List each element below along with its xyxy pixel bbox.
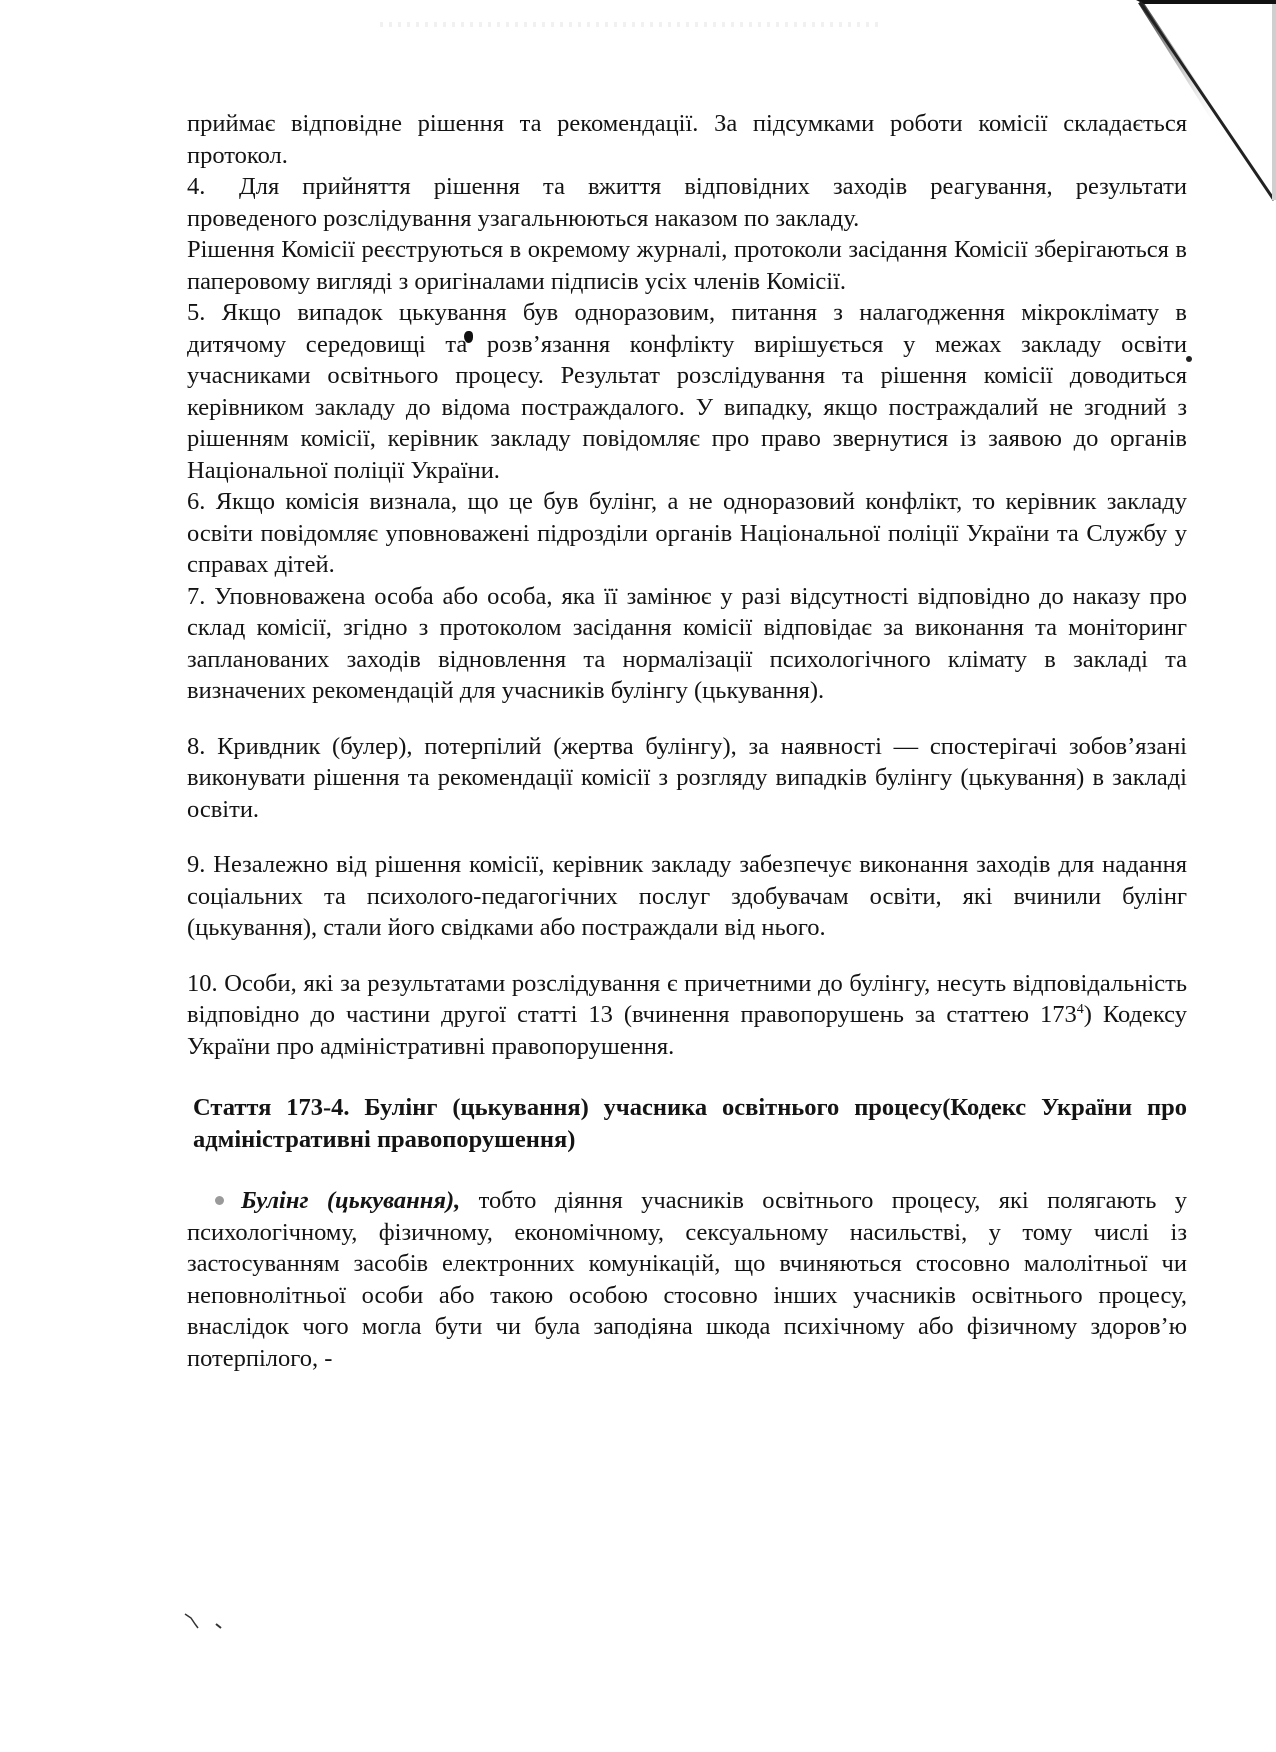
definition-paragraph xyxy=(187,1185,1187,1374)
paragraph-4-number: 4. xyxy=(187,173,206,200)
pen-mark xyxy=(183,1612,243,1636)
paragraph-4-text: Для прийняття рішення та вжиття відповідних заходів реагування, результати проведеного розслідування узагальнюються наказом по закладу. xyxy=(187,173,1187,232)
paragraph-10-text: 10. Особи, які за результатами розслідування є причетними до булінгу, несуть відповідальність відповідно до частини другої статті 13 (вчинення правопорушень за статтею 173 xyxy=(187,969,1187,1028)
superscript-4: 4 xyxy=(1076,1002,1084,1017)
paragraph-6: 6. Якщо комісія визнала, що це був булінг, а не одноразовий конфлікт, то керівник закладу освіти повідомляє уповноважені підрозділи органів Національної поліції України та Службу у справах дітей. xyxy=(187,488,1187,578)
paragraph-9: 9. Незалежно від рішення комісії, керівник закладу забезпечує виконання заходів для надання соціальних та психолого-педагогічних послуг здобувачам освіти, які вчинили булінг (цькування), стали його свідками або постраждали від нього. xyxy=(187,851,1187,941)
article-heading: Стаття 173-4. Булінг (цькування) учасника освітнього процесу(Кодекс України про адміністративні правопорушення) xyxy=(193,1094,1187,1153)
paragraph-10 xyxy=(187,968,1187,1063)
definition-term: Булінг (цькування), xyxy=(241,1187,461,1214)
document-page xyxy=(187,108,1187,1399)
bullet-icon xyxy=(215,1196,224,1205)
paragraph-7: 7. Уповноважена особа або особа, яка її замінює у разі відсутності відповідно до наказу про склад комісії, згідно з протоколом засідання комісії відповідає за виконання та моніторинг запланованих заходів відновлення та нормалізації психологічного клімату в закладі та визначених рекомендацій для учасників булінгу (цькування). xyxy=(187,582,1187,704)
paragraph-5: 5. Якщо випадок цькування був одноразовим, питання з налагодження мікроклімату в дитячому середовищі та розв’язання конфлікту вирішується у межах закладу освіти учасниками освітнього процесу. Результат розслідування та рішення комісії доводиться керівником закладу до відома постраждалого. У випадку, якщо постраждалий не згодний з рішенням комісії, керівник закладу повідомляє про право звернутися із заявою до органів Національної поліції України. xyxy=(187,299,1187,484)
paragraph-10-tail: ) Кодексу України про адміністративні правопорушення. xyxy=(187,1001,1187,1060)
paragraph-4 xyxy=(187,171,1187,234)
paragraph-continuation: приймає відповідне рішення та рекомендації. За підсумками роботи комісії складається протокол. xyxy=(187,110,1187,169)
scan-noise xyxy=(380,22,880,27)
definition-text: тобто діяння учасників освітнього процесу, які полягають у психологічному, фізичному, економічному, сексуальному насильстві, у тому числі із застосуванням засобів електронних комунікацій, що вчиняються стосовно малолітньої чи неповнолітньої особи або такою особою стосовно інших учасників освітнього процесу, внаслідок чого могла бути чи була заподіяна шкода психічному або фізичному здоров’ю потерпілого, - xyxy=(187,1187,1187,1372)
paragraph-8: 8. Кривдник (булер), потерпілий (жертва булінгу), за наявності — спостерігачі зобов’язані виконувати рішення та рекомендації комісії з розгляду випадків булінгу (цькування) в закладі освіти. xyxy=(187,732,1187,823)
paragraph-4-registry: Рішення Комісії реєструються в окремому журналі, протоколи засідання Комісії зберігаються в паперовому вигляді з оригіналами підписів усіх членів Комісії. xyxy=(187,236,1187,295)
